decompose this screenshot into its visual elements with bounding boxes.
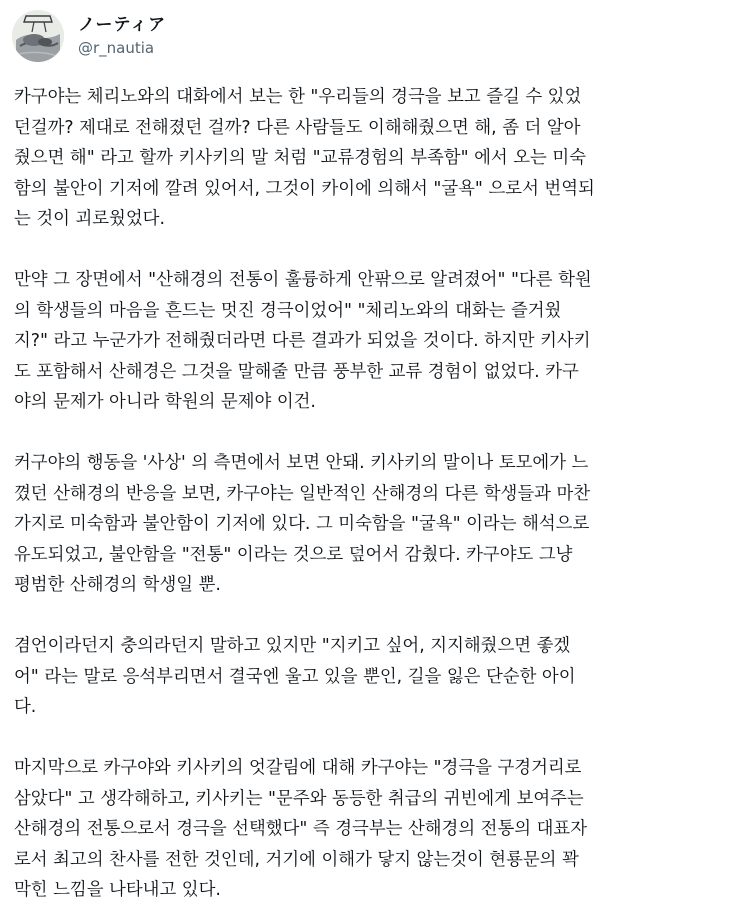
text-line: 마지막으로 카구야와 키사키의 엇갈림에 대해 카구야는 "경극을 구경거리로 bbox=[14, 758, 582, 778]
avatar-illustration-icon bbox=[12, 10, 64, 62]
paragraph bbox=[14, 631, 726, 723]
text-line: 가지로 미숙함과 불안함이 기저에 있다. 그 미숙함을 "굴욕" 이라는 해석으로 bbox=[14, 514, 590, 534]
text-line: 어" 라는 말로 응석부리면서 결국엔 울고 있을 뿐인, 길을 잃은 단순한 아이 bbox=[14, 666, 576, 687]
text-line: 산해경의 전통으로서 경극을 선택했다" 즉 경극부는 산해경의 전통의 대표자 bbox=[14, 819, 588, 839]
text-line: 만약 그 장면에서 "산해경의 전통이 훌륭하게 안팎으로 알려졌어" "다른 학원 bbox=[14, 270, 592, 290]
text-line: 던걸까? 제대로 전해졌던 걸까? 다른 사람들도 이해해줬으면 해, 좀 더 알아 bbox=[14, 117, 581, 138]
text-line: 커구야의 행동을 '사상' 의 측면에서 보면 안돼. 키사키의 말이나 토모에가 느 bbox=[14, 453, 589, 473]
text-line: 겸언이라던지 충의라던지 말하고 있지만 "지키고 싶어, 지지해줬으면 좋겠 bbox=[14, 636, 571, 656]
post-body bbox=[14, 82, 726, 906]
user-handle[interactable]: @r_nautia bbox=[78, 39, 155, 57]
author-names bbox=[78, 14, 166, 58]
text-line: 지?" 라고 누군가가 전해줬더라면 다른 결과가 되었을 것이다. 하지만 키사키 bbox=[14, 331, 591, 351]
text-line: 막힌 느낌을 나타내고 있다. bbox=[14, 880, 221, 900]
paragraph bbox=[14, 753, 726, 906]
text-line: 는 것이 괴로웠었다. bbox=[14, 209, 165, 229]
text-line: 유도되었고, 불안함을 "전통" 이라는 것으로 덮어서 감췄다. 카구야도 그냥 bbox=[14, 544, 573, 565]
text-line: 의 학생들의 마음을 흔드는 멋진 경극이었어" "체리노와의 대화는 즐거웠 bbox=[14, 300, 562, 321]
text-line: 카구야는 체리노와의 대화에서 보는 한 "우리들의 경극을 보고 즐길 수 있었 bbox=[14, 87, 582, 107]
display-name[interactable]: ノーティア bbox=[78, 15, 167, 35]
text-line: 함의 불안이 기저에 깔려 있어서, 그것이 카이에 의해서 "굴욕" 으로서 번역되 bbox=[14, 178, 595, 199]
paragraph bbox=[14, 82, 726, 235]
text-line: 줬으면 해" 라고 할까 키사키의 말 처럼 "교류경험의 부족함" 에서 오는 미숙 bbox=[14, 148, 586, 168]
paragraph bbox=[14, 448, 726, 601]
text-line: 다. bbox=[14, 697, 37, 717]
text-line: 삼았다" 고 생각해하고, 키사키는 "문주와 동등한 취급의 귀빈에게 보여주는 bbox=[14, 788, 584, 809]
text-line: 로서 최고의 찬사를 전한 것인데, 거기에 이해가 닿지 않는것이 현룡문의 꽉 bbox=[14, 849, 579, 870]
text-line: 도 포함해서 산해경은 그것을 말해줄 만큼 풍부한 교류 경험이 없었다. 카구 bbox=[14, 361, 579, 382]
post-header bbox=[12, 10, 166, 62]
text-line: 꼈던 산해경의 반응을 보면, 카구야는 일반적인 산해경의 다른 학생들과 마찬 bbox=[14, 483, 591, 504]
paragraph bbox=[14, 265, 726, 418]
text-line: 평범한 산해경의 학생일 뿐. bbox=[14, 575, 221, 595]
text-line: 야의 문제가 아니라 학원의 문제야 이건. bbox=[14, 392, 316, 412]
avatar[interactable] bbox=[12, 10, 64, 62]
